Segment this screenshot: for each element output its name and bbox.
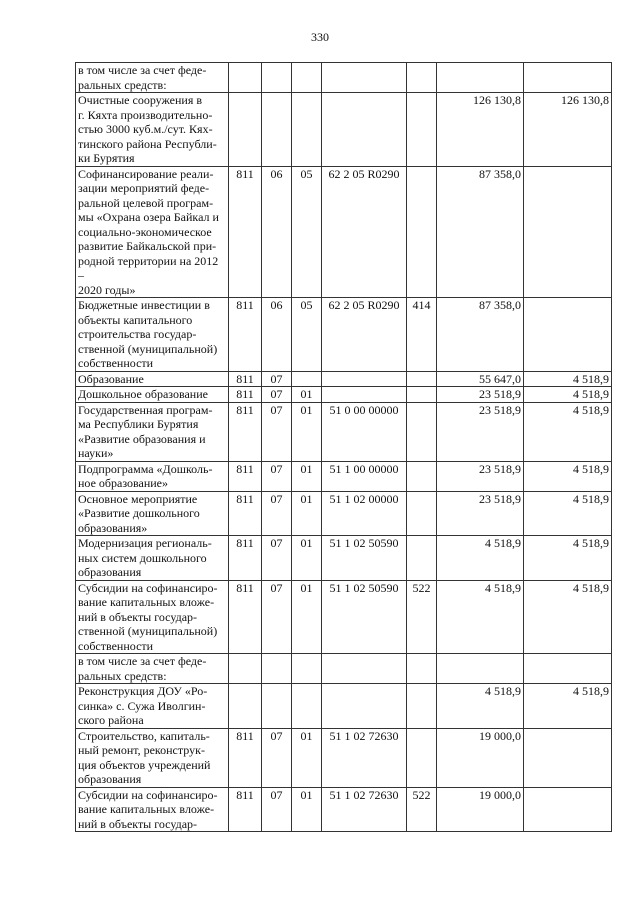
section-code (262, 93, 292, 167)
budget-table (75, 62, 612, 832)
section-code: 07 (262, 580, 292, 654)
amount-total: 23 518,9 (437, 387, 524, 403)
table-row (76, 387, 612, 403)
amount-total (437, 654, 524, 684)
target-article-code (322, 371, 407, 387)
subsection-code (292, 93, 322, 167)
grbs-code (229, 63, 262, 93)
grbs-code: 811 (229, 166, 262, 298)
section-code: 07 (262, 461, 292, 491)
section-code: 07 (262, 371, 292, 387)
grbs-code: 811 (229, 387, 262, 403)
amount-total: 4 518,9 (437, 536, 524, 581)
account-name: в том числе за счет феде- ральных средств: (76, 654, 229, 684)
section-code: 06 (262, 166, 292, 298)
table-row (76, 298, 612, 372)
target-article-code: 51 1 02 50590 (322, 536, 407, 581)
table-row (76, 461, 612, 491)
amount-total: 87 358,0 (437, 298, 524, 372)
account-name: Реконструкция ДОУ «Ро- синка» с. Сужа Иволгин- ского района (76, 684, 229, 729)
account-name: Государственная програм- ма Республики Бурятия «Развитие образования и науки» (76, 402, 229, 461)
account-name: в том числе за счет феде- ральных средств: (76, 63, 229, 93)
table-row (76, 491, 612, 536)
amount-total: 19 000,0 (437, 787, 524, 832)
amount-federal: 4 518,9 (524, 387, 612, 403)
subsection-code: 05 (292, 166, 322, 298)
expense-type-code (407, 166, 437, 298)
amount-federal (524, 298, 612, 372)
grbs-code: 811 (229, 298, 262, 372)
section-code: 06 (262, 298, 292, 372)
target-article-code (322, 684, 407, 729)
table-row (76, 787, 612, 832)
expense-type-code (407, 491, 437, 536)
amount-federal: 126 130,8 (524, 93, 612, 167)
expense-type-code (407, 684, 437, 729)
subsection-code (292, 63, 322, 93)
account-name: Основное мероприятие «Развитие дошкольного образования» (76, 491, 229, 536)
expense-type-code (407, 371, 437, 387)
subsection-code: 01 (292, 580, 322, 654)
table-row (76, 166, 612, 298)
expense-type-code (407, 402, 437, 461)
account-name: Субсидии на софинансиро- вание капитальных вложе- ний в объекты государ- (76, 787, 229, 832)
table-row (76, 580, 612, 654)
grbs-code (229, 684, 262, 729)
target-article-code: 51 1 02 72630 (322, 728, 407, 787)
amount-federal (524, 654, 612, 684)
account-name: Строительство, капиталь- ный ремонт, реконструк- ция объектов учреждений образования (76, 728, 229, 787)
table-row (76, 63, 612, 93)
section-code: 07 (262, 402, 292, 461)
account-name: Модернизация региональ- ных систем дошкольного образования (76, 536, 229, 581)
subsection-code: 01 (292, 787, 322, 832)
subsection-code: 01 (292, 402, 322, 461)
expense-type-code: 522 (407, 580, 437, 654)
target-article-code: 51 1 02 72630 (322, 787, 407, 832)
account-name: Софинансирование реали- зации мероприятий феде- ральной целевой програм- мы «Охрана озера Байкал и социально-экономическое развитие Байкальской при- родной территории на 2012 – 2020 годы» (76, 166, 229, 298)
section-code: 07 (262, 728, 292, 787)
amount-federal: 4 518,9 (524, 461, 612, 491)
subsection-code: 01 (292, 536, 322, 581)
table-row (76, 371, 612, 387)
amount-total: 126 130,8 (437, 93, 524, 167)
amount-total: 23 518,9 (437, 491, 524, 536)
grbs-code: 811 (229, 402, 262, 461)
subsection-code (292, 371, 322, 387)
expense-type-code: 522 (407, 787, 437, 832)
section-code: 07 (262, 387, 292, 403)
expense-type-code (407, 536, 437, 581)
amount-total: 19 000,0 (437, 728, 524, 787)
target-article-code: 51 1 02 00000 (322, 491, 407, 536)
account-name: Образование (76, 371, 229, 387)
section-code: 07 (262, 787, 292, 832)
target-article-code (322, 63, 407, 93)
subsection-code: 01 (292, 461, 322, 491)
grbs-code: 811 (229, 787, 262, 832)
subsection-code: 01 (292, 387, 322, 403)
section-code: 07 (262, 491, 292, 536)
table-row (76, 654, 612, 684)
grbs-code: 811 (229, 371, 262, 387)
target-article-code: 51 1 02 50590 (322, 580, 407, 654)
section-code (262, 654, 292, 684)
target-article-code: 62 2 05 R0290 (322, 166, 407, 298)
target-article-code (322, 93, 407, 167)
section-code (262, 684, 292, 729)
amount-total: 23 518,9 (437, 461, 524, 491)
grbs-code: 811 (229, 491, 262, 536)
expense-type-code (407, 387, 437, 403)
expense-type-code: 414 (407, 298, 437, 372)
subsection-code: 01 (292, 728, 322, 787)
amount-federal: 4 518,9 (524, 684, 612, 729)
subsection-code: 05 (292, 298, 322, 372)
amount-total: 4 518,9 (437, 684, 524, 729)
section-code (262, 63, 292, 93)
grbs-code: 811 (229, 536, 262, 581)
grbs-code: 811 (229, 461, 262, 491)
amount-total: 4 518,9 (437, 580, 524, 654)
amount-federal (524, 728, 612, 787)
expense-type-code (407, 728, 437, 787)
account-name: Субсидии на софинансиро- вание капитальных вложе- ний в объекты государ- ственной (муниципальной) собственности (76, 580, 229, 654)
account-name: Очистные сооружения в г. Кяхта производительно- стью 3000 куб.м./сут. Кях- тинского района Республи- ки Бурятия (76, 93, 229, 167)
table-row (76, 728, 612, 787)
target-article-code: 51 1 00 00000 (322, 461, 407, 491)
grbs-code (229, 654, 262, 684)
account-name: Бюджетные инвестиции в объекты капитального строительства государ- ственной (муниципальной) собственности (76, 298, 229, 372)
grbs-code: 811 (229, 580, 262, 654)
amount-federal (524, 63, 612, 93)
subsection-code (292, 684, 322, 729)
subsection-code (292, 654, 322, 684)
grbs-code: 811 (229, 728, 262, 787)
account-name: Подпрограмма «Дошколь- ное образование» (76, 461, 229, 491)
target-article-code: 62 2 05 R0290 (322, 298, 407, 372)
amount-federal: 4 518,9 (524, 491, 612, 536)
target-article-code: 51 0 00 00000 (322, 402, 407, 461)
account-name: Дошкольное образование (76, 387, 229, 403)
table-row (76, 402, 612, 461)
amount-total: 55 647,0 (437, 371, 524, 387)
table-row (76, 93, 612, 167)
amount-federal: 4 518,9 (524, 371, 612, 387)
amount-federal (524, 787, 612, 832)
expense-type-code (407, 63, 437, 93)
table-row (76, 536, 612, 581)
target-article-code (322, 654, 407, 684)
expense-type-code (407, 654, 437, 684)
amount-total (437, 63, 524, 93)
grbs-code (229, 93, 262, 167)
expense-type-code (407, 461, 437, 491)
amount-total: 23 518,9 (437, 402, 524, 461)
amount-federal: 4 518,9 (524, 402, 612, 461)
target-article-code (322, 387, 407, 403)
amount-total: 87 358,0 (437, 166, 524, 298)
amount-federal (524, 166, 612, 298)
page-number: 330 (311, 30, 329, 44)
amount-federal: 4 518,9 (524, 580, 612, 654)
section-code: 07 (262, 536, 292, 581)
subsection-code: 01 (292, 491, 322, 536)
expense-type-code (407, 93, 437, 167)
amount-federal: 4 518,9 (524, 536, 612, 581)
table-row (76, 684, 612, 729)
